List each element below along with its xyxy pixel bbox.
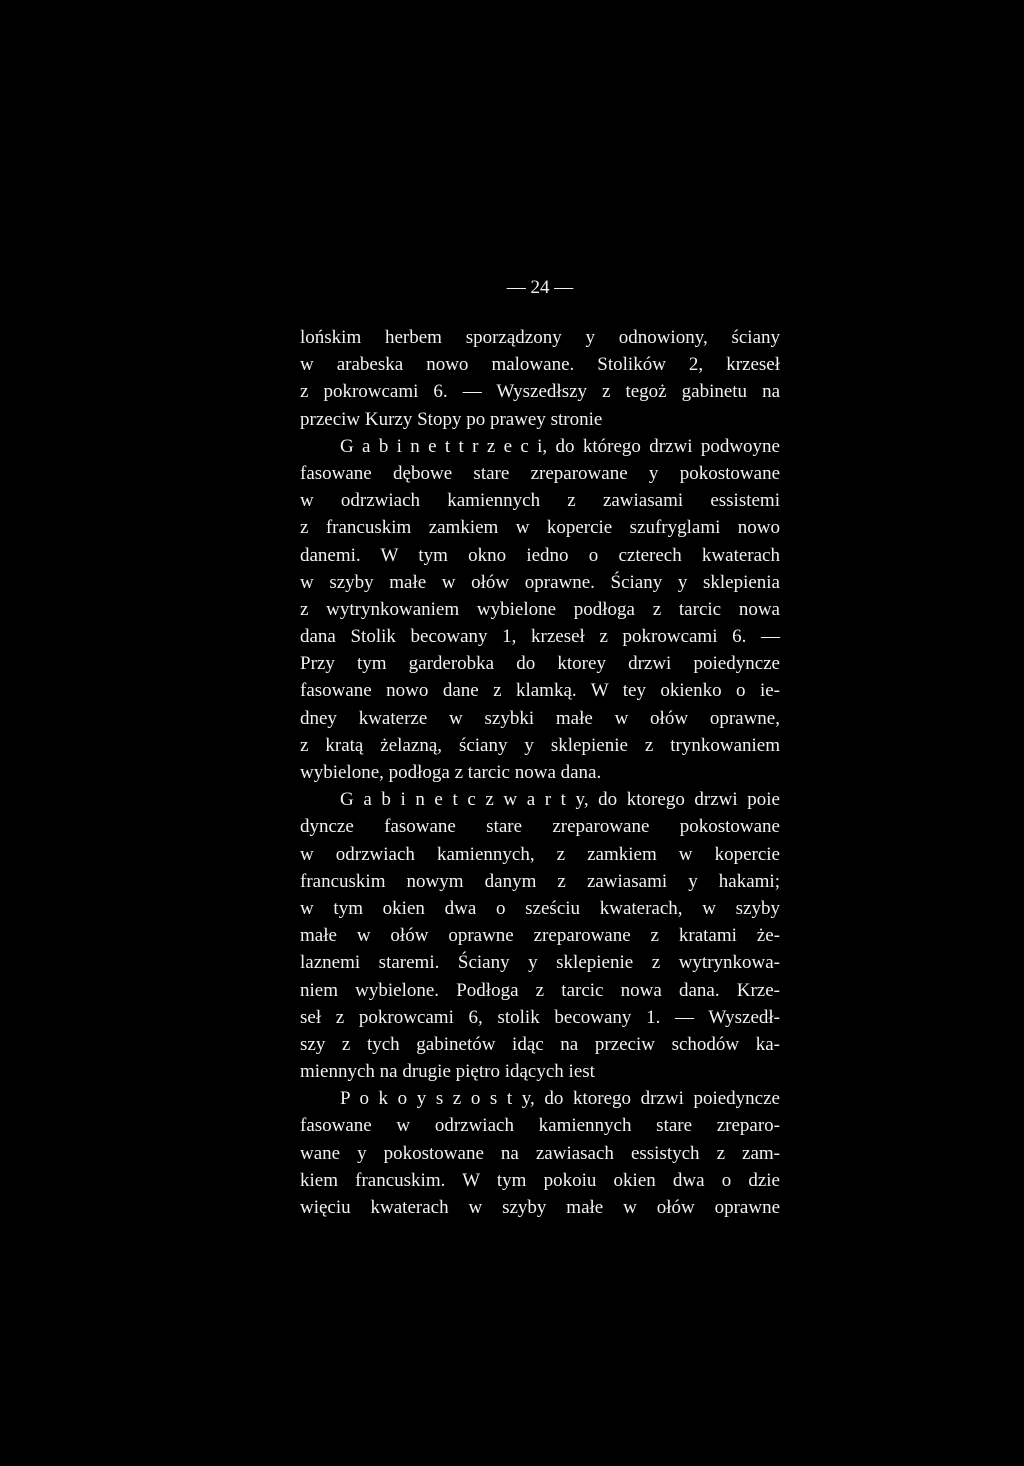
text-line: Przy tym garderobka do ktorey drzwi poiedyncze xyxy=(300,653,780,675)
text-line: w arabeska nowo malowane. Stolików 2, krzeseł xyxy=(300,354,780,376)
body-text xyxy=(300,324,780,1221)
text-line: małe w ołów oprawne zreparowane z kratami że- xyxy=(300,925,780,947)
text-line: w odrzwiach kamiennych z zawiasami essistemi xyxy=(300,490,780,512)
text-line: w odrzwiach kamiennych, z zamkiem w kopercie xyxy=(300,843,780,865)
text-line: więciu kwaterach w szyby małe w ołów oprawne xyxy=(300,1197,780,1218)
text-line: miennych na drugie piętro idących iest xyxy=(300,1061,595,1083)
text-line: fasowane nowo dane z klamką. W tey okienko o ie- xyxy=(300,680,780,702)
text-line: szy z tych gabinetów idąc na przeciw schodów ka- xyxy=(300,1033,780,1055)
text-line: z kratą żelazną, ściany y sklepienie z trynkowaniem xyxy=(300,734,780,756)
text-line: dyncze fasowane stare zreparowane pokostowane xyxy=(300,816,780,838)
text-line: z pokrowcami 6. — Wyszedłszy z tegoż gabinetu na xyxy=(300,381,780,403)
text-line: lońskim herbem sporządzony y odnowiony, ściany xyxy=(300,327,780,348)
text-line: z francuskim zamkiem w kopercie szufryglami nowo xyxy=(300,517,780,539)
text-line: kiem francuskim. W tym pokoiu okien dwa o dzie xyxy=(300,1169,780,1191)
text-line: dana Stolik becowany 1, krzeseł z pokrowcami 6. — xyxy=(300,626,780,648)
text-line: wybielone, podłoga z tarcic nowa dana. xyxy=(300,762,602,783)
text-line: francuskim nowym danym z zawiasami y hakami; xyxy=(300,870,780,892)
text-line: wane y pokostowane na zawiasach essistych z zam- xyxy=(300,1142,780,1164)
page-number: — 24 — xyxy=(506,277,574,298)
text-line: fasowane dębowe stare zreparowane y pokostowane xyxy=(300,462,780,484)
text-line: fasowane w odrzwiach kamiennych stare zreparo- xyxy=(300,1115,780,1137)
text-line: danemi. W tym okno iedno o czterech kwaterach xyxy=(300,544,780,566)
text-line: z wytrynkowaniem wybielone podłoga z tarcic nowa xyxy=(300,598,780,620)
text-line: P o k o y s z o s t y, do ktorego drzwi poiedyncze xyxy=(340,1088,780,1110)
text-line: w tym okien dwa o sześciu kwaterach, w szyby xyxy=(300,897,780,919)
text-line: niem wybielone. Podłoga z tarcic nowa dana. Krze- xyxy=(300,979,780,1001)
text-line: seł z pokrowcami 6, stolik becowany 1. — Wyszedł- xyxy=(300,1006,780,1028)
text-line: w szyby małe w ołów oprawne. Ściany y sklepienia xyxy=(300,571,780,593)
text-line: laznemi staremi. Ściany y sklepienie z wytrynkowa- xyxy=(300,952,780,974)
text-line: G a b i n e t c z w a r t y, do ktorego drzwi poie xyxy=(340,789,780,811)
text-line: przeciw Kurzy Stopy po prawey stronie xyxy=(300,408,603,430)
text-line: dney kwaterze w szybki małe w ołów oprawne, xyxy=(300,707,780,729)
text-line: G a b i n e t t r z e c i, do którego drzwi podwoyne xyxy=(340,435,780,457)
